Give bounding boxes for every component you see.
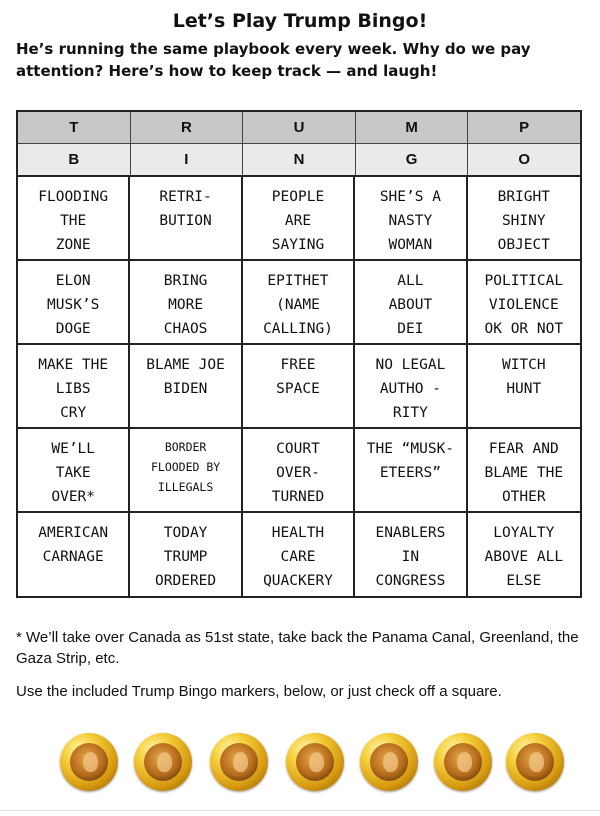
bingo-cell-label: POLITICAL VIOLENCE OK OR NOT	[484, 273, 564, 337]
free-space-cell[interactable]	[243, 345, 355, 429]
bingo-cell[interactable]	[18, 429, 130, 513]
header-row-trump	[18, 112, 580, 144]
bingo-board	[16, 110, 582, 598]
bingo-cell[interactable]	[243, 261, 355, 345]
header-letter: T	[18, 112, 131, 143]
bingo-cell[interactable]	[130, 429, 242, 513]
marker-row	[60, 733, 540, 793]
bingo-cell[interactable]	[355, 513, 467, 597]
bingo-cell[interactable]	[243, 177, 355, 261]
header-letter: M	[356, 112, 469, 143]
bingo-cell-label: ENABLERS IN CONGRESS	[375, 525, 446, 589]
bottom-divider	[0, 810, 600, 811]
portrait-icon	[444, 743, 482, 781]
trump-coin-marker-icon[interactable]	[286, 733, 344, 791]
bingo-cell[interactable]	[468, 513, 580, 597]
portrait-icon	[70, 743, 108, 781]
bingo-cell-label: RETRI- BUTION	[159, 189, 212, 229]
header-row-bingo	[18, 144, 580, 177]
bingo-cell-label: FLOODING THE ZONE	[38, 189, 109, 253]
trump-coin-marker-icon[interactable]	[60, 733, 118, 791]
trump-coin-marker-icon[interactable]	[360, 733, 418, 791]
bingo-cell[interactable]	[355, 261, 467, 345]
bingo-cell[interactable]	[243, 429, 355, 513]
bingo-cell[interactable]	[243, 513, 355, 597]
instructions: Use the included Trump Bingo markers, below, or just check off a square.	[16, 683, 502, 700]
bingo-cell[interactable]	[468, 261, 580, 345]
bingo-cell[interactable]	[18, 513, 130, 597]
bingo-cell[interactable]	[355, 429, 467, 513]
intro-text: He’s running the same playbook every week. Why do we pay attention? Here’s how to keep track — and laugh!	[16, 40, 531, 80]
bingo-cell-label: WE’LL TAKE OVER*	[51, 441, 96, 505]
bingo-cell-label: AMERICAN CARNAGE	[38, 525, 109, 565]
bingo-cell[interactable]	[468, 429, 580, 513]
portrait-icon	[144, 743, 182, 781]
bingo-cell[interactable]	[130, 177, 242, 261]
bingo-cell-label: MAKE THE LIBS CRY	[38, 357, 109, 421]
trump-coin-marker-icon[interactable]	[506, 733, 564, 791]
trump-coin-marker-icon[interactable]	[210, 733, 268, 791]
bingo-cell-label: THE “MUSK- ETEERS”	[366, 441, 455, 481]
header-letter: I	[131, 144, 244, 175]
bingo-cell-label: SHE’S A NASTY WOMAN	[379, 189, 441, 253]
bingo-cell-label: EPITHET (NAME CALLING)	[263, 273, 333, 337]
bingo-cell-label: BRING MORE CHAOS	[163, 273, 208, 337]
bingo-cell[interactable]	[468, 345, 580, 429]
bingo-cell-label: ELON MUSK’S DOGE	[47, 273, 100, 337]
bingo-cell-label: BORDER FLOODED BY ILLEGALS	[150, 440, 221, 494]
bingo-cell[interactable]	[130, 513, 242, 597]
bingo-cell-label: BRIGHT SHINY OBJECT	[497, 189, 550, 253]
bingo-cell-label: LOYALTY ABOVE ALL ELSE	[484, 525, 564, 589]
portrait-icon	[516, 743, 554, 781]
header-letter: U	[243, 112, 356, 143]
footnote: * We’ll take over Canada as 51st state, take back the Panama Canal, Greenland, the Gaza Strip, etc.	[16, 629, 579, 667]
bingo-cell[interactable]	[130, 261, 242, 345]
bingo-cell-label: WITCH HUNT	[501, 357, 546, 397]
header-letter: G	[356, 144, 469, 175]
header-letter: N	[243, 144, 356, 175]
bingo-cell-label: COURT OVER- TURNED	[271, 441, 325, 505]
bingo-cell[interactable]	[18, 177, 130, 261]
bingo-cell[interactable]	[18, 345, 130, 429]
bingo-cell-label: ALL ABOUT DEI	[388, 273, 433, 337]
bingo-cell[interactable]	[130, 345, 242, 429]
portrait-icon	[296, 743, 334, 781]
bingo-cell-label: FREE SPACE	[276, 357, 320, 397]
bingo-cell-label: TODAY TRUMP ORDERED	[155, 525, 217, 589]
bingo-cell-label: FEAR AND BLAME THE OTHER	[484, 441, 564, 505]
header-letter: P	[519, 119, 530, 136]
page-title: Let’s Play Trump Bingo!	[172, 10, 428, 32]
bingo-cell-label: PEOPLE ARE SAYING	[271, 189, 325, 253]
portrait-icon	[220, 743, 258, 781]
bingo-cell-label: NO LEGAL AUTHO - RITY	[375, 357, 446, 421]
bingo-grid	[18, 177, 580, 597]
bingo-cell-label: BLAME JOE BIDEN	[146, 357, 225, 397]
bingo-cell[interactable]	[18, 261, 130, 345]
header-letter: R	[131, 112, 244, 143]
bingo-cell[interactable]	[355, 345, 467, 429]
bingo-cell[interactable]	[468, 177, 580, 261]
header-letter: O	[518, 151, 530, 168]
trump-coin-marker-icon[interactable]	[434, 733, 492, 791]
bingo-cell-label: HEALTH CARE QUACKERY	[263, 525, 333, 589]
bingo-cell[interactable]	[355, 177, 467, 261]
header-letter: B	[18, 144, 131, 175]
portrait-icon	[370, 743, 408, 781]
trump-coin-marker-icon[interactable]	[134, 733, 192, 791]
